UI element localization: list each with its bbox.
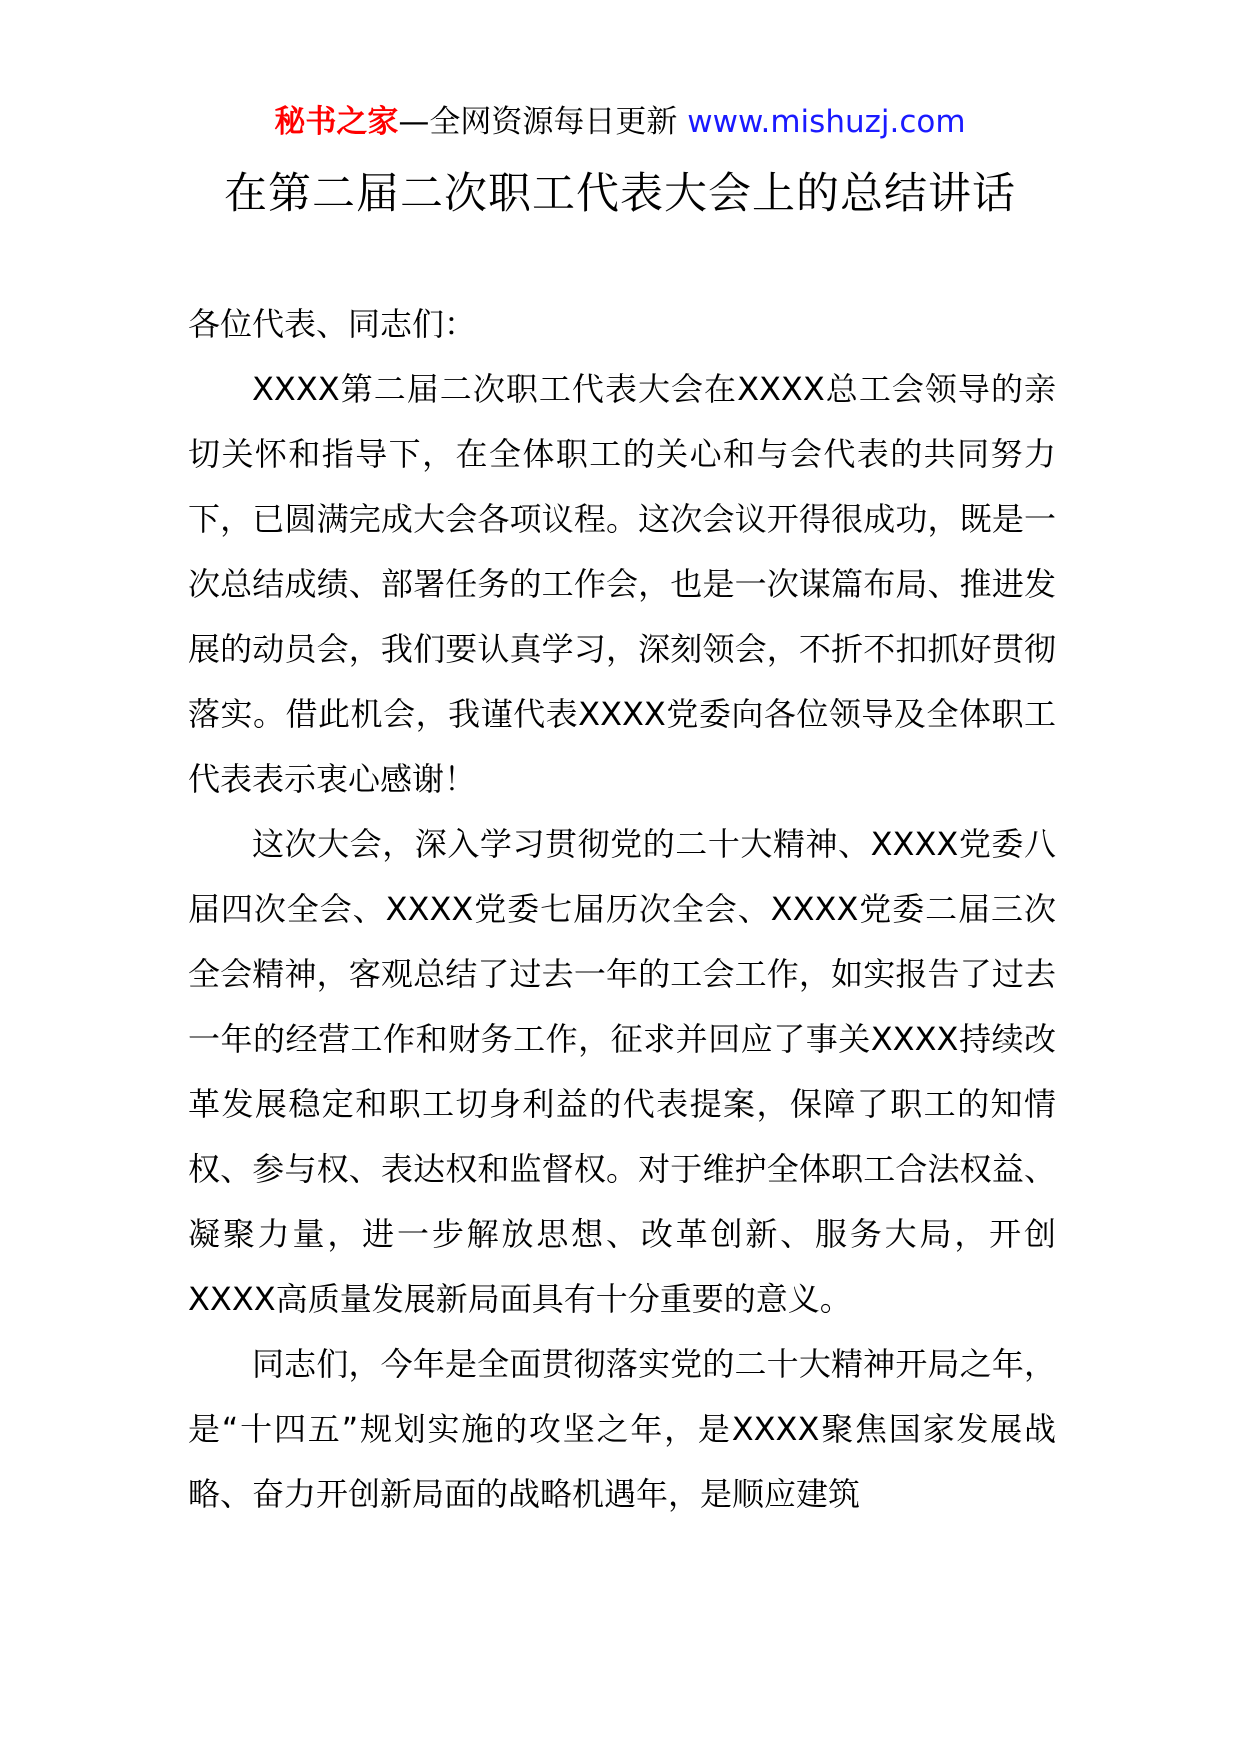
paragraph-2: 这次大会，深入学习贯彻党的二十大精神、XXXX党委八届四次全会、XXXX党委七届历次全会、XXXX党委二届三次全会精神，客观总结了过去一年的工会工作，如实报告了过去一年的经营工作和财务工作，征求并回应了事关XXXX持续改革发展稳定和职工切身利益的代表提案，保障了职工的知情权、参与权、表达权和监督权。对于维护全体职工合法权益、凝聚力量，进一步解放思想、改革创新、服务大局，开创XXXX高质量发展新局面具有十分重要的意义。 (188, 825, 1056, 1318)
header-tagline: —全网资源每日更新 (398, 104, 678, 140)
paragraph-3: 同志们，今年是全面贯彻落实党的二十大精神开局之年，是“十四五”规划实施的攻坚之年，是XXXX聚焦国家发展战略、奋力开创新局面的战略机遇年，是顺应建筑 (188, 1345, 1056, 1513)
paragraph-1: XXXX第二届二次职工代表大会在XXXX总工会领导的亲切关怀和指导下，在全体职工的关心和与会代表的共同努力下，已圆满完成大会各项议程。这次会议开得很成功，既是一次总结成绩、部署任务的工作会，也是一次谋篇布局、推进发展的动员会，我们要认真学习，深刻领会，不折不扣抓好贯彻落实。借此机会，我谨代表XXXX党委向各位领导及全体职工代表表示衷心感谢！ (188, 370, 1056, 798)
site-header (0, 100, 1240, 144)
document-body (188, 292, 1056, 1527)
brand-name: 秘书之家 (274, 104, 399, 140)
document-title: 在第二届二次职工代表大会上的总结讲话 (224, 169, 1016, 219)
site-url[interactable]: www.mishuzj.com (687, 104, 966, 140)
salutation: 各位代表、同志们： (188, 305, 477, 343)
